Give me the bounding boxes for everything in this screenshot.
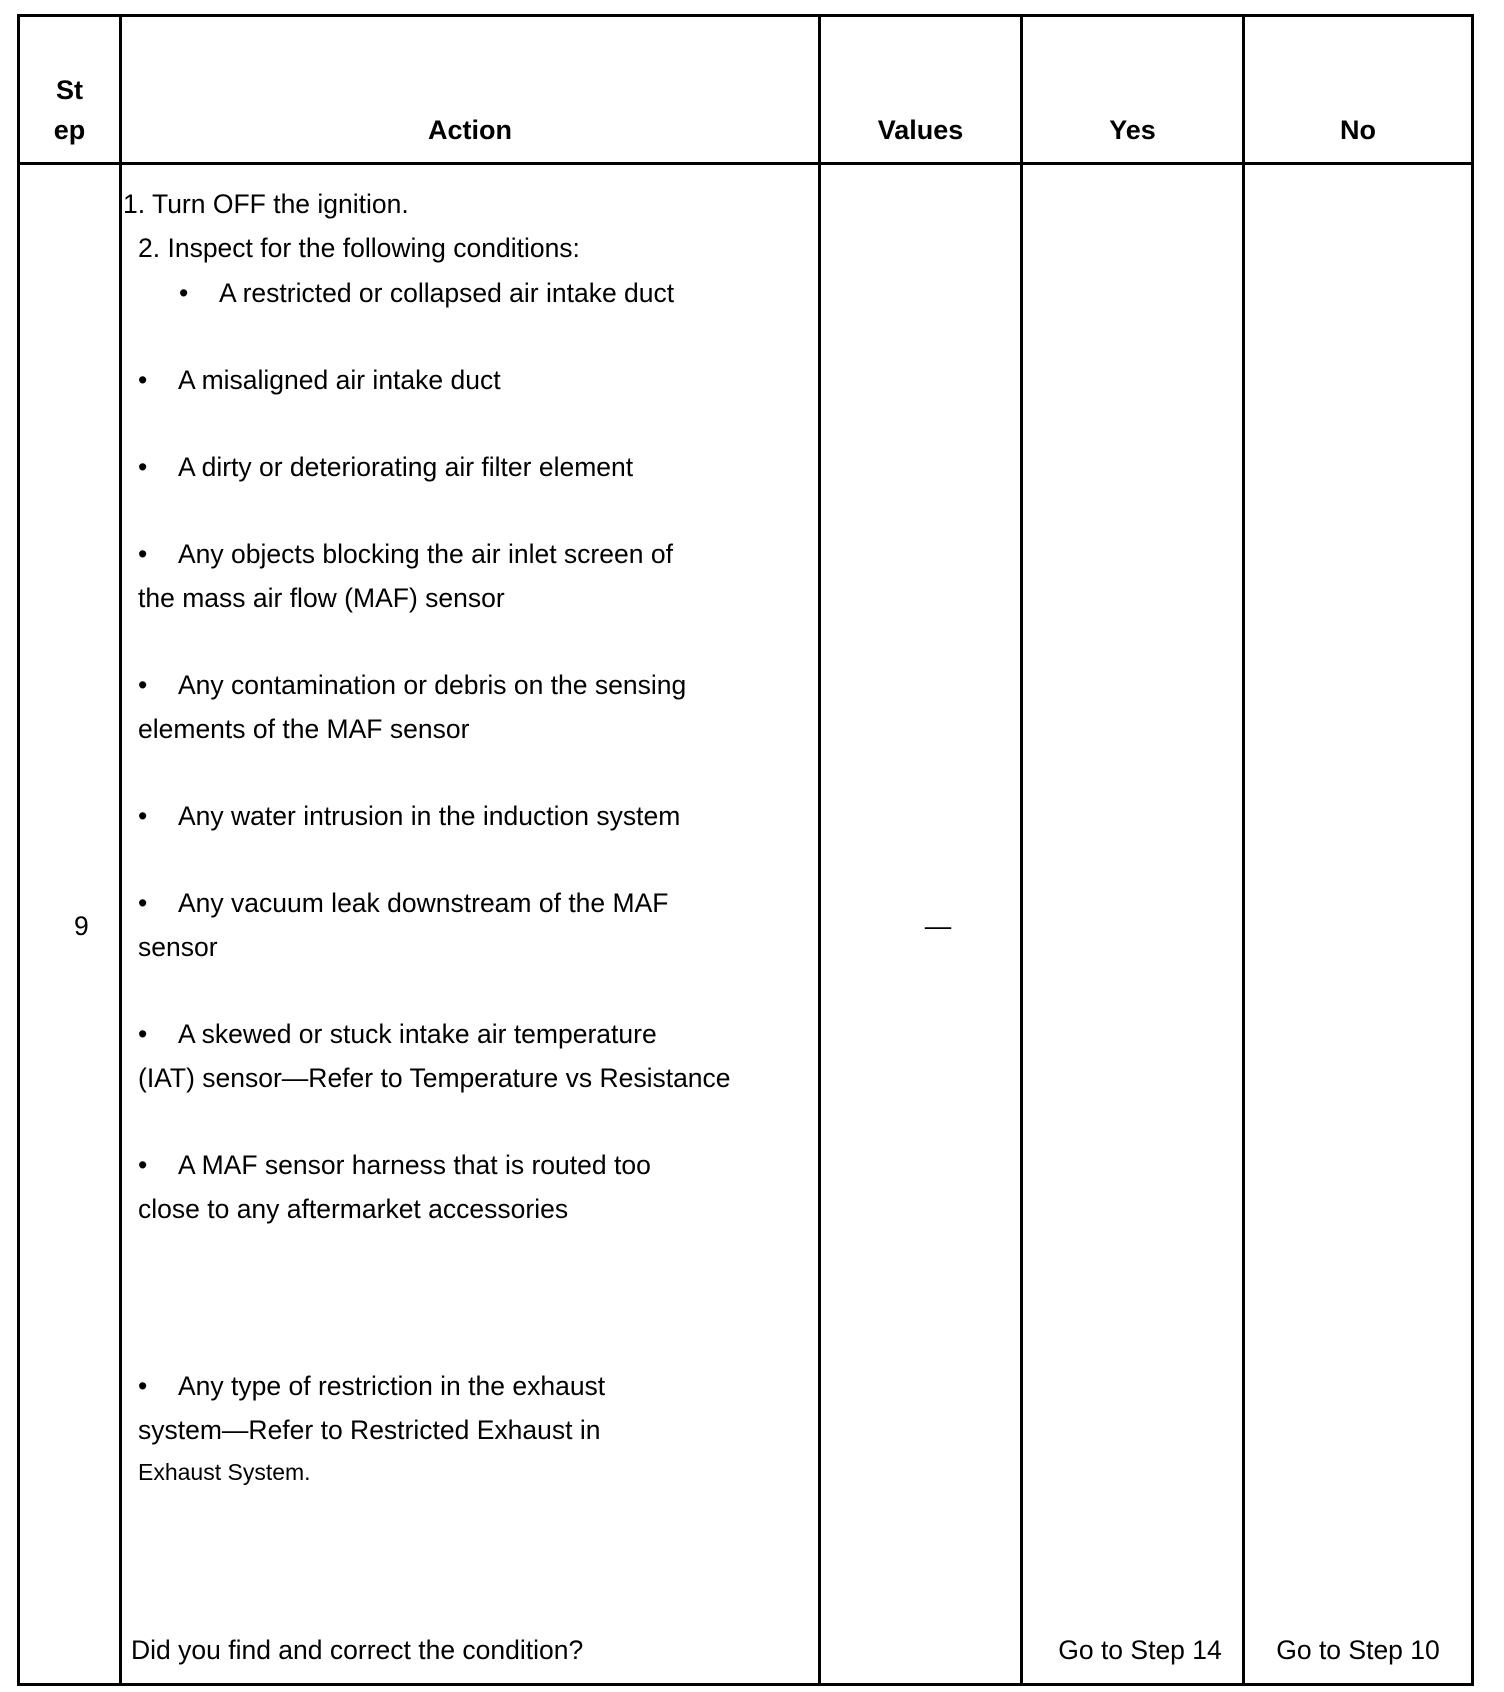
condition-text: A misaligned air intake duct [178,365,501,395]
header-no: No [1340,115,1376,145]
condition-text-continued: sensor [138,932,218,962]
bullet-icon: • [138,452,148,482]
bullet-icon: • [138,1019,148,1049]
condition-text-continued: (IAT) sensor—Refer to Temperature vs Resistance [138,1063,731,1093]
header-values: Values [877,115,964,145]
bullet-icon: • [138,888,148,918]
bullet-icon: • [138,539,148,569]
no-result: Go to Step 10 [1276,1635,1440,1665]
bullet-icon: • [138,1371,148,1401]
condition-text: A MAF sensor harness that is routed too [178,1150,651,1180]
condition-bullet [138,800,680,832]
condition-text: Any type of restriction in the exhaust [178,1371,606,1401]
condition-bullet [138,669,686,701]
condition-text: A restricted or collapsed air intake duct [219,278,675,308]
yes-result: Go to Step 14 [1058,1635,1222,1665]
action-item-1: 1. Turn OFF the ignition. [123,189,409,219]
bullet-icon: • [138,670,148,700]
condition-bullet [138,538,673,570]
bullet-icon: • [138,365,148,395]
condition-text: Any water intrusion in the induction system [178,801,681,831]
condition-bullet [179,277,674,309]
condition-text: A skewed or stuck intake air temperature [178,1019,657,1049]
header-step-line1: St [56,75,83,105]
condition-bullet [138,1018,657,1050]
column-divider [119,14,122,1686]
bullet-icon: • [138,1150,148,1180]
header-divider [17,162,1474,165]
header-yes: Yes [1109,115,1156,145]
condition-text-continued: elements of the MAF sensor [138,714,470,744]
condition-bullet [138,1149,651,1181]
action-item-2: 2. Inspect for the following conditions: [138,233,580,263]
condition-text: Any objects blocking the air inlet screen of [178,539,673,569]
values-cell: — [924,911,952,941]
bullet-icon: • [179,278,189,308]
condition-text-continued: Exhaust System. [138,1459,311,1485]
condition-bullet [138,887,668,919]
condition-text-continued: the mass air flow (MAF) sensor [138,583,505,613]
header-step-line2: ep [53,115,86,145]
action-question: Did you find and correct the condition? [131,1635,584,1665]
condition-bullet [138,364,501,396]
bullet-icon: • [138,801,148,831]
condition-text: Any contamination or debris on the sensing [178,670,687,700]
condition-bullet [138,451,633,483]
condition-text: Any vacuum leak downstream of the MAF [178,888,669,918]
column-divider [1020,14,1023,1686]
condition-text-continued: system—Refer to Restricted Exhaust in [138,1415,601,1445]
column-divider [1242,14,1245,1686]
condition-text-continued: close to any aftermarket accessories [138,1194,569,1224]
header-action: Action [428,115,512,145]
column-divider [818,14,821,1686]
condition-bullet [138,1370,605,1402]
header-step [20,70,119,150]
condition-text: A dirty or deteriorating air filter element [178,452,634,482]
step-number: 9 [74,911,89,941]
